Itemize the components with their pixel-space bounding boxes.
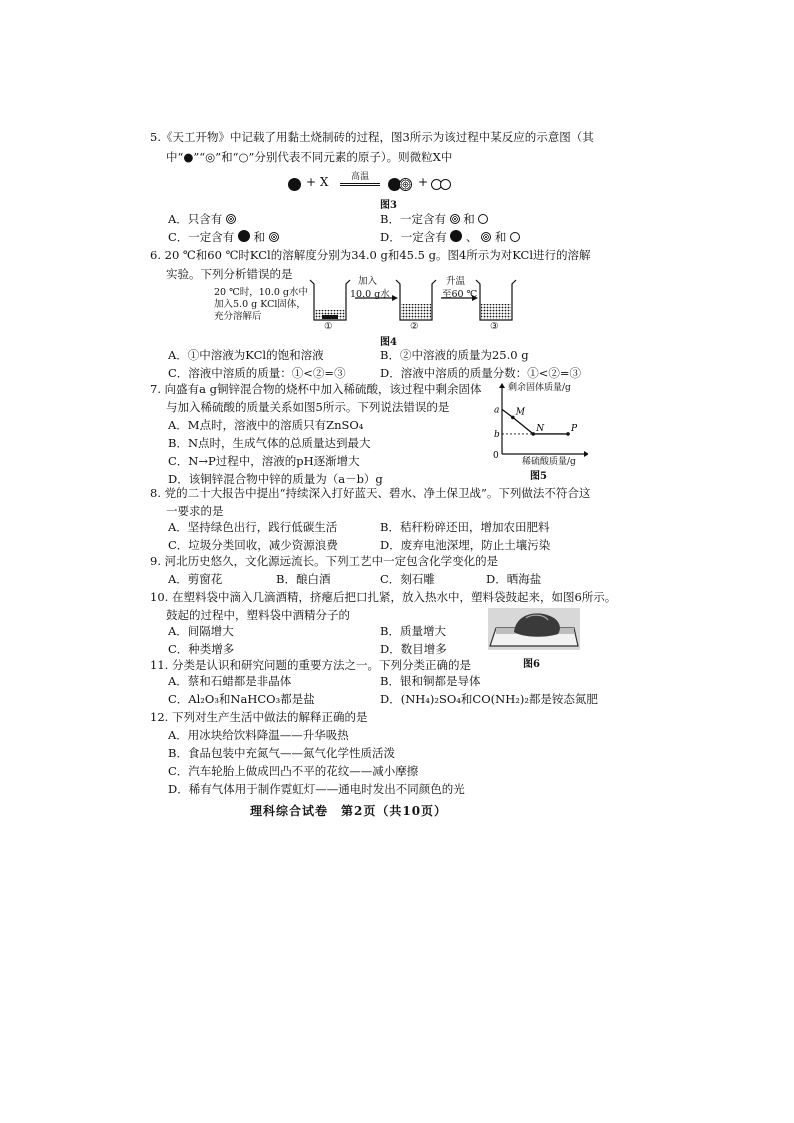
beaker-2-label: ② — [410, 321, 419, 332]
q6-line2: 实验。下列分析错误的是 — [166, 267, 293, 281]
q10-option-c: C．种类增多 — [168, 642, 235, 656]
q8-option-a: A．坚持绿色出行，践行低碳生活 — [168, 520, 338, 534]
q11-option-d: D．(NH₄)₂SO₄和CO(NH₂)₂都是铵态氮肥 — [380, 692, 598, 706]
q6-option-b: B．②中溶液的质量为25.0 g — [380, 348, 529, 362]
q12-option-c: C．汽车轮胎上做成凹凸不平的花纹——减小摩擦 — [168, 764, 419, 778]
q7-line2: 与加入稀硫酸的质量关系如图5所示。下列说法错误的是 — [166, 400, 450, 414]
figure-6-photo — [486, 606, 582, 652]
chart-point — [531, 432, 535, 436]
black-atom-icon — [450, 230, 462, 242]
q10-option-d: D．数目增多 — [380, 642, 447, 656]
q5-plus: + — [418, 175, 429, 189]
black-atom-icon — [288, 178, 301, 191]
q6-option-d: D．溶液中溶质的质量分数：①<②=③ — [380, 366, 581, 380]
q6-option-a: A．①中溶液为KCl的饱和溶液 — [168, 348, 324, 362]
q10-option-a: A．间隔增大 — [168, 624, 234, 638]
chart-xlabel: 稀硫酸质量/g — [522, 457, 576, 467]
q6-desc-3: 充分溶解后 — [214, 311, 262, 322]
beaker-3-label: ③ — [490, 321, 499, 332]
q12-option-a: A．用冰块给饮料降温——升华吸热 — [168, 728, 349, 742]
q5-option-b: B．一定含有 和 — [380, 210, 488, 228]
q11-option-a: A．蔡和石蜡都是非晶体 — [168, 674, 292, 688]
chart-point-label: M — [515, 407, 526, 418]
q8-option-c: C．垃圾分类回收，减少资源浪费 — [168, 538, 338, 552]
dotted-atom-icon — [226, 214, 236, 224]
chart-point-label: P — [571, 423, 578, 434]
chart-series-line — [502, 409, 568, 434]
q5-equation — [288, 172, 488, 194]
figure-5-label: 图5 — [530, 471, 547, 482]
q6-desc-1: 20 ℃时，10.0 g水中 — [214, 287, 308, 298]
chart-x-arrow — [584, 451, 588, 457]
chart-y-arrow — [499, 383, 505, 388]
q6-option-c: C．溶液中溶质的质量：①<②=③ — [168, 366, 346, 380]
q12-option-d: D．稀有气体用于制作霓虹灯——通电时发出不同颜色的光 — [168, 782, 465, 796]
q9-option-b: B．酿白酒 — [276, 572, 331, 586]
chart-origin-label: 0 — [493, 451, 499, 461]
q5-option-d: D．一定含有 、 和 — [380, 228, 520, 246]
q11-option-c: C．Al₂O₃和NaHCO₃都是盐 — [168, 692, 315, 706]
dotted-atom-icon — [450, 214, 460, 224]
q11-option-b: B．银和铜都是导体 — [380, 674, 481, 688]
q12-line1: 12. 下列对生产生活中做法的解释正确的是 — [150, 710, 368, 724]
q5-arrow-line2 — [340, 185, 380, 186]
q5-line2: 中“●”“◎”和“○”分别代表不同元素的原子）。则微粒X中 — [166, 150, 453, 164]
chart-axes — [493, 383, 588, 461]
arrow-1-top-label: 加入 — [358, 276, 378, 287]
q8-option-b: B．秸秆粉碎还田，增加农田肥料 — [380, 520, 550, 534]
q10-line1: 10. 在塑料袋中滴入几滴酒精，挤瘪后把口扎紧，放入热水中，塑料袋鼓起来，如图6所示。 — [150, 590, 617, 604]
q5-line1: 5.《天工开物》中记载了用黏土烧制砖的过程，图3所示为该过程中某反应的示意图（其 — [150, 130, 594, 144]
q5-plus-x: + X — [306, 175, 329, 189]
arrow-1-bottom-label: 10.0 g水 — [350, 289, 390, 300]
q10-option-b: B．质量增大 — [380, 624, 446, 638]
figure-4-label: 图4 — [380, 337, 397, 348]
q9-line1: 9. 河北历史悠久，文化源远流长。下列工艺中一定包含化学变化的是 — [150, 554, 499, 568]
arrow-2-bottom-label: 至60 ℃ — [442, 289, 478, 300]
beaker-3 — [476, 280, 516, 320]
figure-5-chart — [488, 382, 588, 466]
figure-4-beakers — [300, 276, 540, 336]
dotted-atom-icon — [269, 232, 279, 242]
q9-option-a: A．剪窗花 — [168, 572, 223, 586]
q10-line2: 鼓起的过程中，塑料袋中酒精分子的 — [166, 608, 350, 622]
page-footer: 理科综合试卷 第2页（共10页） — [250, 804, 448, 818]
beaker-1-label: ① — [324, 321, 333, 332]
chart-point-label: N — [536, 423, 545, 434]
q9-option-c: C．刻石雕 — [380, 572, 435, 586]
chart-ylabel: 剩余固体质量/g — [508, 383, 571, 393]
white-atom-icon — [478, 214, 488, 224]
q8-line2: 一要求的是 — [166, 504, 224, 518]
arrow-1-head — [392, 295, 398, 301]
q8-line1: 8. 党的二十大报告中提出“持续深入打好蓝天、碧水、净土保卫战”。下列做法不符合这 — [150, 486, 591, 500]
q5-arrow-line — [340, 183, 380, 184]
q12-option-b: B．食品包装中充氮气——氮气化学性质活泼 — [168, 746, 395, 760]
q11-line1: 11. 分类是认识和研究问题的重要方法之一。下列分类正确的是 — [150, 658, 471, 672]
chart-marks — [502, 407, 578, 435]
figure-3-label: 图3 — [380, 200, 397, 211]
q7-line1: 7. 向盛有a g铜锌混合物的烧杯中加入稀硫酸，该过程中剩余固体 — [150, 382, 482, 396]
chart-point — [566, 432, 570, 436]
q5-option-a: A．只含有 — [168, 210, 236, 228]
q5-option-c: C．一定含有 和 — [168, 228, 279, 246]
q8-option-d: D．废弃电池深埋，防止土壤污染 — [380, 538, 551, 552]
q7-option-b: B．N点时，生成气体的总质量达到最大 — [168, 436, 371, 450]
q6-line1: 6. 20 ℃和60 ℃时KCl的溶解度分别为34.0 g和45.5 g。图4所示为对KCl进行的溶解 — [150, 248, 591, 262]
beaker-2 — [396, 280, 436, 320]
q7-option-a: A．M点时，溶液中的溶质只有ZnSO₄ — [168, 418, 364, 432]
chart-point — [511, 416, 515, 420]
dotted-atom-icon — [399, 178, 412, 191]
white-atom-icon — [510, 232, 520, 242]
black-atom-icon — [238, 230, 250, 242]
white-atom-icon — [440, 179, 451, 190]
dotted-atom-icon — [481, 232, 491, 242]
figure-6-label: 图6 — [523, 659, 540, 670]
q5-condition: 高温 — [351, 172, 370, 182]
q9-option-d: D．晒海盐 — [486, 572, 542, 586]
beaker-1 — [310, 280, 350, 320]
arrow-2-top-label: 升温 — [446, 276, 466, 287]
q7-option-c: C．N→P过程中，溶液的pH逐渐增大 — [168, 454, 360, 468]
chart-y-tick-label: b — [494, 429, 500, 440]
chart-y-tick-label: a — [494, 405, 500, 416]
q6-desc-2: 加入5.0 g KCl固体， — [214, 299, 306, 310]
q7-option-d: D．该铜锌混合物中锌的质量为（a－b）g — [168, 472, 383, 486]
